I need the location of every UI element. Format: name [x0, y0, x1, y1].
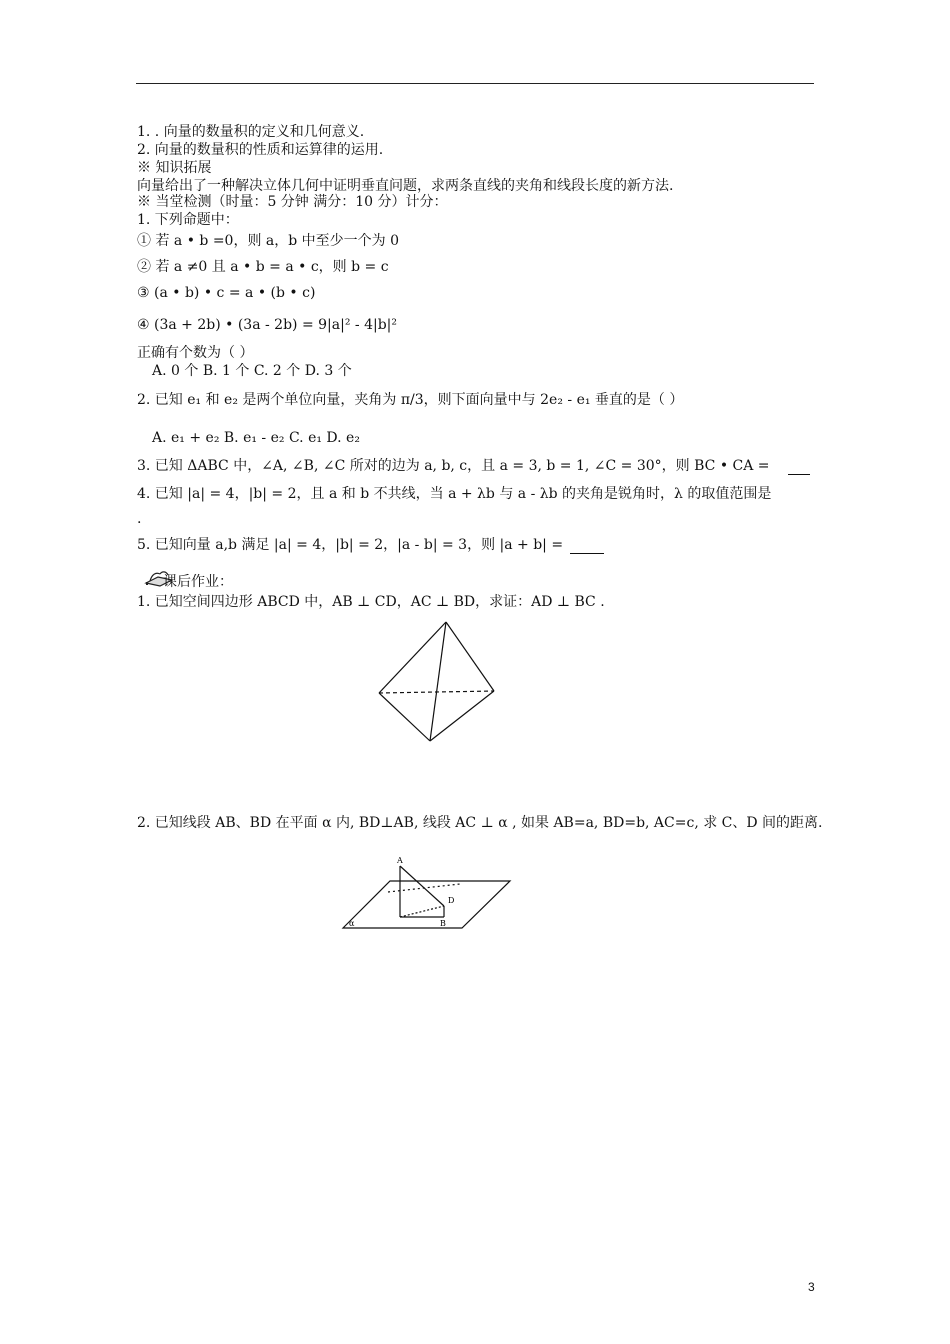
quiz-q1-options: A. 0 个 B. 1 个 C. 2 个 D. 3 个 — [152, 363, 352, 379]
objective-2: 2. 向量的数量积的性质和运算律的运用. — [137, 142, 384, 158]
quiz-q3-text: 3. 已知 ΔABC 中，∠A, ∠B, ∠C 所对的边为 a, b, c，且 a = 3, b = 1, ∠C = 30°，则 BC • CA = — [137, 458, 770, 474]
homework-q1: 1. 已知空间四边形 ABCD 中，AB ⊥ CD，AC ⊥ BD，求证：AD ⊥ BC . — [137, 594, 605, 610]
quiz-q1-ask: 正确有个数为（ ） — [137, 345, 254, 361]
quiz-q1-prop-4: ④ (3a + 2b) • (3a - 2b) = 9|a|² - 4|b|² — [137, 317, 397, 333]
homework-heading: 课后作业： — [163, 574, 233, 590]
quiz-q2-stem: 2. 已知 e₁ 和 e₂ 是两个单位向量，夹角为 π/3，则下面向量中与 2e₂ - e₁ 垂直的是（ ） — [137, 392, 684, 408]
extension-text: 向量给出了一种解决立体几何中证明垂直问题，求两条直线的夹角和线段长度的新方法. — [137, 178, 674, 194]
quiz-q1-prop-1: ① 若 a • b =0，则 a，b 中至少一个为 0 — [137, 233, 400, 249]
label-top: A — [397, 856, 403, 865]
quiz-q5-text: 5. 已知向量 a,b 满足 |a| = 4，|b| = 2，|a - b| = 3，则 |a + b| = — [137, 537, 564, 553]
homework-q2: 2. 已知线段 AB、BD 在平面 α 内, BD⊥AB, 线段 AC ⊥ α , 如果 AB=a, BD=b, AC=c, 求 C、D 间的距离. — [137, 815, 823, 831]
quiz-heading: ※ 当堂检测（时量：5 分钟 满分：10 分）计分： — [137, 194, 448, 210]
quiz-q1-prop-2: ② 若 a ≠0 且 a • b = a • c，则 b = c — [137, 259, 389, 275]
quiz-q4: 4. 已知 |a| = 4，|b| = 2，且 a 和 b 不共线，当 a + λb 与 a - λb 的夹角是锐角时，λ 的取值范围是 — [137, 486, 772, 502]
quiz-q1-prop-3: ③ (a • b) • c = a • (b • c) — [137, 285, 316, 301]
extension-heading: ※ 知识拓展 — [137, 160, 212, 176]
quiz-q4-end: . — [137, 511, 142, 527]
quiz-q1-stem: 1. 下列命题中： — [137, 212, 239, 228]
page-number: 3 — [808, 1280, 815, 1294]
label-alpha: α — [349, 919, 355, 928]
objective-1: 1. . 向量的数量积的定义和几何意义. — [137, 124, 365, 140]
quiz-q2-options: A. e₁ + e₂ B. e₁ - e₂ C. e₁ D. e₂ — [152, 430, 360, 446]
label-mid: D — [448, 896, 455, 905]
label-foot: B — [440, 919, 446, 928]
